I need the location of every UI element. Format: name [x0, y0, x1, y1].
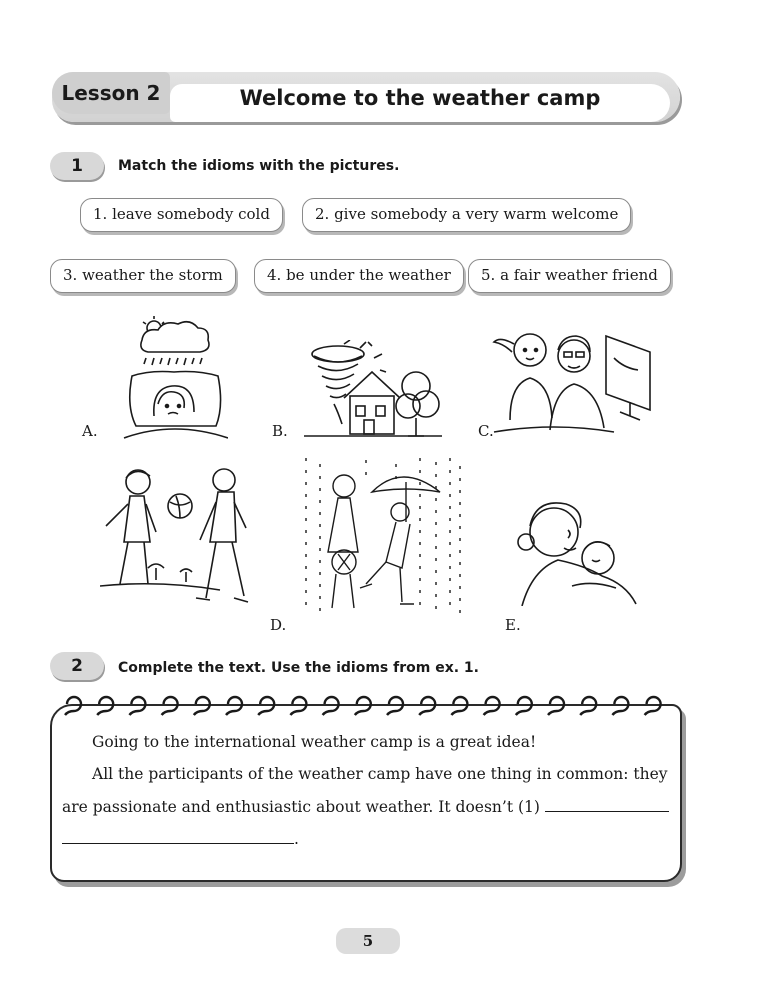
picture-c-friends-at-screen [490, 320, 654, 438]
spiral-coil [387, 697, 403, 715]
exercise-1-instruction: Match the idioms with the pictures. [118, 158, 400, 174]
spiral-coil [323, 697, 339, 715]
text-line-3 [62, 798, 669, 816]
blank-1-end[interactable] [62, 830, 294, 844]
spiral-coil [258, 697, 274, 715]
text-line-4-end: . [294, 830, 299, 848]
exercise-2-number: 2 [50, 652, 104, 680]
picture-a-sick-in-bed [118, 316, 228, 440]
text-line-1: Going to the international weather camp is a great idea! [92, 733, 537, 751]
spiral-coil [516, 697, 532, 715]
spiral-coil [129, 697, 145, 715]
exercise-1-number: 1 [50, 152, 104, 180]
spiral-coil [194, 697, 210, 715]
blank-1-start[interactable] [545, 798, 669, 812]
idiom-2: 2. give somebody a very warm welcome [302, 198, 631, 232]
spiral-coil [226, 697, 242, 715]
text-line-3-text: are passionate and enthusiastic about weather. It doesn’t (1) [62, 798, 540, 816]
idiom-1: 1. leave somebody cold [80, 198, 283, 232]
notebook-spiral [62, 690, 662, 716]
lesson-label: Lesson 2 [52, 72, 170, 114]
spiral-coil [645, 697, 661, 715]
page-number: 5 [336, 928, 400, 954]
spiral-coil [451, 697, 467, 715]
exercise-2-instruction: Complete the text. Use the idioms from ex. 1. [118, 660, 479, 676]
spiral-coil [484, 697, 500, 715]
picture-d-label: D. [270, 616, 287, 634]
spiral-coil [548, 697, 564, 715]
spiral-coil [419, 697, 435, 715]
spiral-coil [162, 697, 178, 715]
spiral-coil [612, 697, 628, 715]
spiral-coil [290, 697, 306, 715]
picture-a-label: A. [82, 422, 98, 440]
text-line-2: All the participants of the weather camp have one thing in common: they [92, 765, 668, 783]
picture-e-label: E. [505, 616, 521, 634]
picture-d-rain-umbrella [300, 458, 464, 616]
idiom-5: 5. a fair weather friend [468, 259, 671, 293]
picture-c-label: C. [478, 422, 494, 440]
idiom-3: 3. weather the storm [50, 259, 236, 293]
lesson-title: Welcome to the weather camp [239, 86, 601, 110]
notebook-text-box [50, 704, 682, 882]
picture-b-label: B. [272, 422, 288, 440]
spiral-coil [97, 697, 113, 715]
spiral-coil [355, 697, 371, 715]
spiral-coil [65, 697, 81, 715]
text-line-4 [62, 830, 299, 848]
picture-e-warm-hug [512, 496, 638, 606]
idiom-4: 4. be under the weather [254, 259, 464, 293]
spiral-coil [580, 697, 596, 715]
picture-b-tornado-house [304, 340, 442, 440]
picture-d-kids-beach-ball [100, 462, 260, 612]
